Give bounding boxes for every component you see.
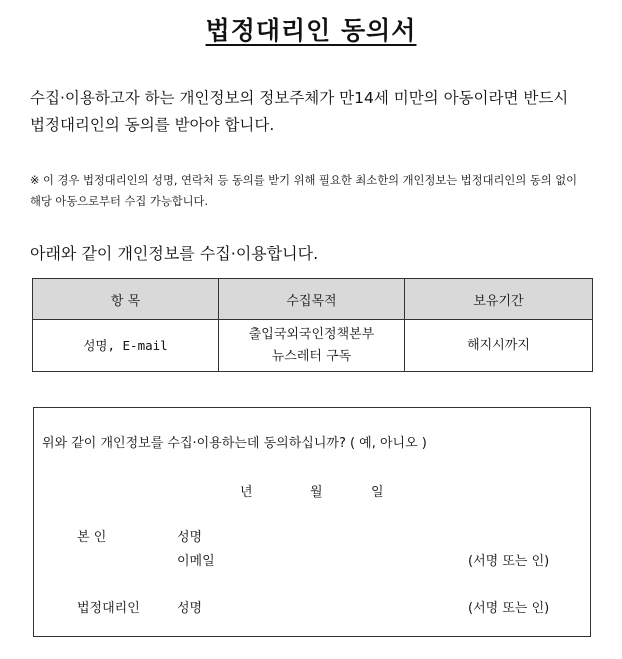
intro-paragraph: 수집·이용하고자 하는 개인정보의 정보주체가 만14세 미만의 아동이라면 반드시 법정대리인의 동의를 받아야 합니다. [30,89,569,134]
self-label: 본 인 [77,530,107,545]
document-title-text: 법정대리인 동의서 [205,16,417,45]
self-name-label: 성명 [177,530,203,545]
note-paragraph: ※ 이 경우 법정대리인의 성명, 연락처 등 동의를 받기 위해 필요한 최소한의 개인정보는 법정대리인의 동의 없이 해당 아동으로부터 수집 가능합니다. [30,174,578,208]
guardian-name-label: 성명 [177,601,203,616]
table-row [33,320,593,372]
cell-item: 성명, E-mail [33,320,219,372]
header-purpose: 수집목적 [219,279,405,320]
cell-purpose [219,320,405,372]
consent-question: 위와 같이 개인정보를 수집·이용하는데 동의하십니까? ( 예, 아니오 ) [42,436,427,451]
collection-lead-text: 아래와 같이 개인정보를 수집·이용합니다. [30,244,319,263]
date-month-label: 월 [310,485,323,500]
self-signature-label: (서명 또는 인) [468,554,550,569]
header-retention: 보유기간 [405,279,593,320]
date-year-label: 년 [240,485,253,500]
cell-purpose-line2: 뉴스레터 구독 [271,348,352,364]
cell-purpose-line1: 출입국외국인정책본부 [248,326,375,342]
table-header-row [33,279,593,320]
consent-box [33,407,591,637]
header-item: 항 목 [33,279,219,320]
self-email-label: 이메일 [177,554,215,569]
cell-retention: 해지시까지 [405,320,593,372]
guardian-label: 법정대리인 [77,601,140,616]
document-title [0,14,622,48]
collection-info-table [32,278,593,372]
guardian-signature-label: (서명 또는 인) [468,601,550,616]
date-day-label: 일 [371,485,384,500]
